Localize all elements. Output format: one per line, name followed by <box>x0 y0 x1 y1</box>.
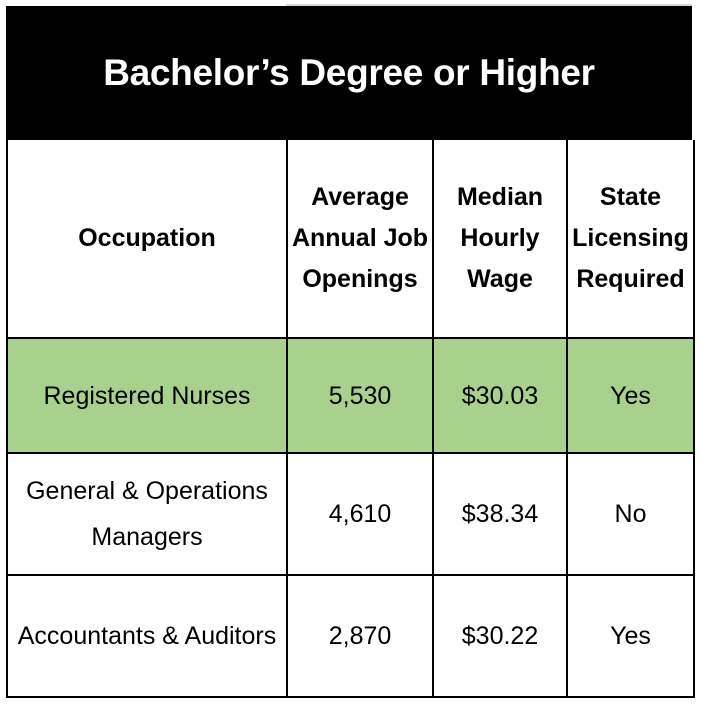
column-header-licensing: State Licensing Required <box>567 140 694 338</box>
occupations-table <box>6 140 695 698</box>
wage-cell: $38.34 <box>433 453 567 575</box>
occupation-cell: Accountants & Auditors <box>7 575 287 697</box>
column-header-wage: Median Hourly Wage <box>433 140 567 338</box>
licensing-cell: No <box>567 453 694 575</box>
table-title <box>6 6 692 140</box>
table-row <box>7 453 694 575</box>
table-row <box>7 338 694 453</box>
header-row <box>7 140 694 338</box>
table-row <box>7 575 694 697</box>
openings-cell: 4,610 <box>287 453 433 575</box>
openings-cell: 2,870 <box>287 575 433 697</box>
column-header-occupation: Occupation <box>7 140 287 338</box>
licensing-cell: Yes <box>567 575 694 697</box>
openings-cell: 5,530 <box>287 338 433 453</box>
occupation-cell: General & Operations Managers <box>7 453 287 575</box>
column-header-openings: Average Annual Job Openings <box>287 140 433 338</box>
wage-cell: $30.03 <box>433 338 567 453</box>
occupation-cell: Registered Nurses <box>7 338 287 453</box>
title-text: Bachelor’s Degree or Higher <box>103 52 595 93</box>
wage-cell: $30.22 <box>433 575 567 697</box>
licensing-cell: Yes <box>567 338 694 453</box>
